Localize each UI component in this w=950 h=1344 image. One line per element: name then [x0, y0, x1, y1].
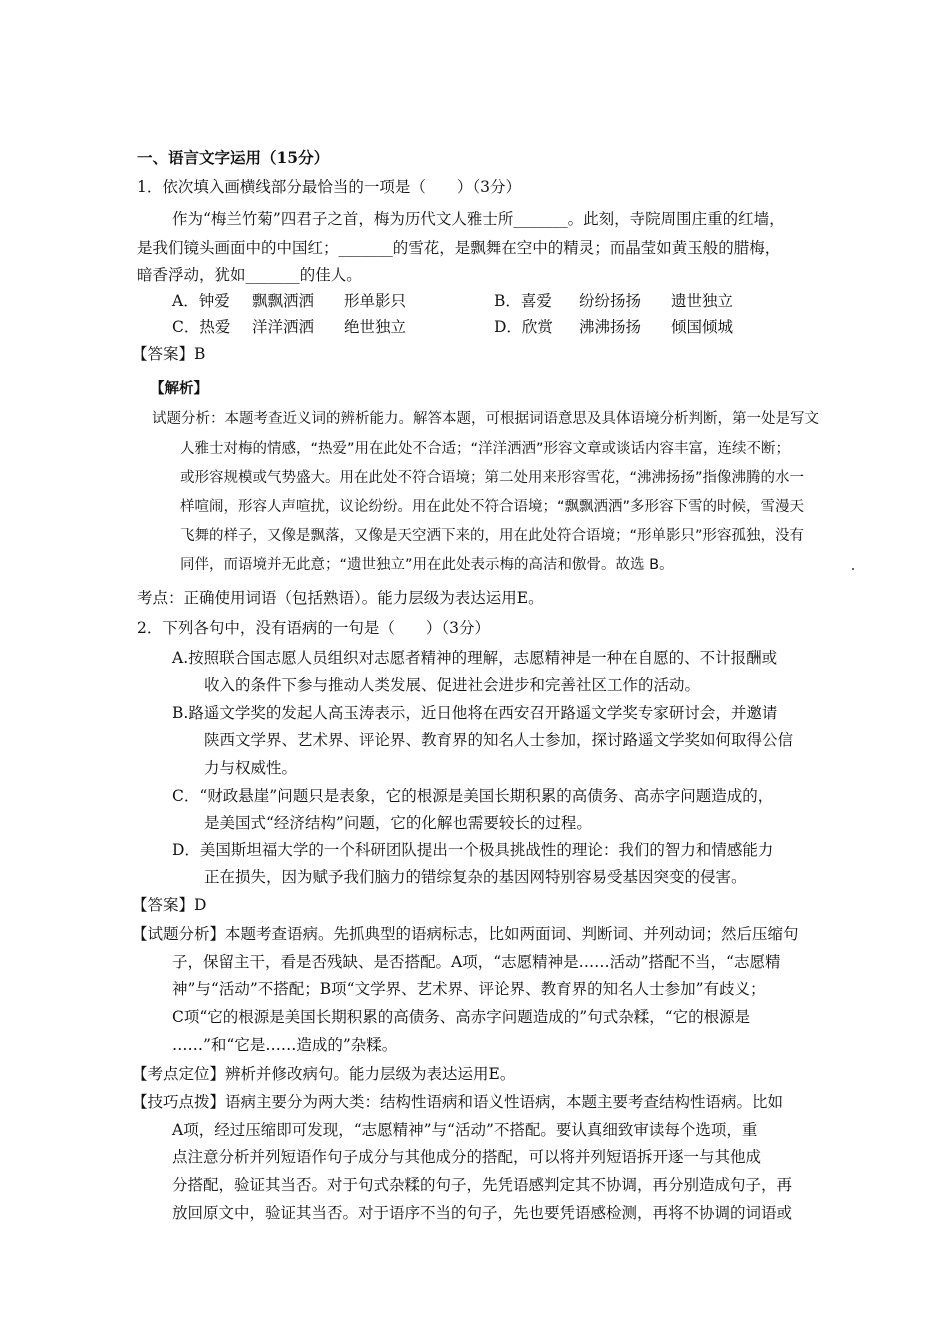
q2-stem: 2．下列各句中，没有语病的一句是（ ）（3分） — [137, 619, 490, 637]
q2-option-a-cont: 收入的条件下参与推动人类发展、促进社会进步和完善社区工作的活动。 — [204, 676, 701, 694]
q2-option-d-cont: 正在损失，因为赋予我们脑力的错综复杂的基因网特别容易受基因突变的侵害。 — [204, 868, 747, 886]
q1-option-c: C．热爱 洋洋洒洒 绝世独立 — [172, 318, 407, 336]
q2-option-b-cont: 力与权威性。 — [204, 759, 298, 777]
q2-option-b: B.路遥文学奖的发起人高玉涛表示，近日他将在西安召开路遥文学奖专家研讨会，并邀请 — [172, 704, 778, 722]
q1-passage-line: 作为“梅兰竹菊”四君子之首，梅为历代文人雅士所_______。此刻，寺院周围庄重的红墙， — [172, 210, 785, 228]
q2-analysis-line: 【试题分析】本题考查语病。先抓典型的语病标志，比如两面词、判断词、并列动词；然后压缩句 — [132, 925, 799, 943]
q1-passage-line: 是我们镜头画面中的中国红；_______的雪花，是飘舞在空中的精灵；而晶莹如黄玉般的腊梅， — [137, 239, 781, 257]
q1-answer: 【答案】B — [132, 345, 206, 363]
q1-analysis-line: 或形容规模或气势盛大。用在此处不符合语境；第二处用来形容雪花，“沸沸扬扬”指像沸腾的水一 — [180, 470, 805, 486]
q1-analysis-line: 人雅士对梅的情感，“热爱”用在此处不合适；“洋洋洒洒”形容文章或谈话内容丰富，连续不断； — [180, 441, 791, 457]
q2-kaodian: 【考点定位】辨析并修改病句。能力层级为表达运用E。 — [132, 1065, 516, 1083]
q2-analysis-line: C项“它的根源是美国长期积累的高债务、高赤字问题造成的”句式杂糅，“它的根源是 — [172, 1008, 751, 1026]
q2-tips-line: 点注意分析并列短语作句子成分与其他成分的搭配，可以将并列短语拆开逐一与其他成 — [172, 1148, 762, 1166]
q2-option-c-cont: 是美国式“经济结构”问题，它的化解也需要较长的过程。 — [204, 814, 592, 832]
q1-analysis-line: 样喧闹，形容人声喧扰，议论纷纷。用在此处不符合语境；“飘飘洒洒”多形容下雪的时候，雪漫天 — [180, 499, 805, 515]
q1-option-d: D．欣赏 沸沸扬扬 倾国倾城 — [494, 318, 734, 336]
section-title: 一、语言文字运用（15分） — [137, 148, 330, 167]
q2-option-d: D．美国斯坦福大学的一个科研团队提出一个极具挑战性的理论：我们的智力和情感能力 — [172, 841, 774, 859]
q1-analysis-line: 飞舞的样子，又像是飘落，又像是天空洒下来的，用在此处符合语境；“形单影只”形容孤独，没有 — [180, 528, 805, 544]
q1-option-a: A．钟爱 飘飘洒洒 形单影只 — [172, 292, 407, 310]
stray-dot — [852, 568, 854, 570]
q1-passage-line: 暗香浮动，犹如_______的佳人。 — [137, 266, 362, 284]
q2-option-c: C．“财政悬崖”问题只是表象，它的根源是美国长期积累的高债务、高赤字问题造成的， — [172, 787, 774, 805]
q1-option-b: B．喜爱 纷纷扬扬 遗世独立 — [494, 292, 734, 310]
q2-answer: 【答案】D — [132, 896, 207, 914]
q2-option-a: A.按照联合国志愿人员组织对志愿者精神的理解，志愿精神是一种在自愿的、不计报酬或 — [172, 649, 778, 667]
q2-tips-line: A项，经过压缩即可发现，“志愿精神”与“活动”不搭配。要认真细致审读每个选项，重 — [172, 1121, 758, 1139]
q1-analysis-heading: 【解析】 — [150, 381, 208, 397]
q2-analysis-line: 神”与“活动”不搭配；B项“文学界、艺术界、评论界、教育界的知名人士参加”有歧义； — [172, 980, 766, 998]
q2-analysis-line: 子，保留主干，看是否残缺、是否搭配。A项，“志愿精神是……活动”搭配不当，“志愿精 — [172, 953, 781, 971]
q1-analysis-line: 同伴，而语境并无此意；“遗世独立”用在此处表示梅的高洁和傲骨。故选 B。 — [180, 557, 674, 573]
q1-stem: 1．依次填入画横线部分最恰当的一项是（ ）（3分） — [137, 178, 521, 196]
q2-analysis-line: ……”和“它是……造成的”杂糅。 — [172, 1036, 398, 1054]
q2-tips-line: 放回原文中，验证其当否。对于语序不当的句子，先也要凭语感检测，再将不协调的词语或 — [172, 1204, 793, 1222]
q2-tips-line: 分搭配，验证其当否。对于句式杂糅的句子，先凭语感判定其不协调，再分别造成句子，再 — [172, 1176, 793, 1194]
q1-analysis-line: 试题分析：本题考查近义词的辨析能力。解答本题，可根据词语意思及具体语境分析判断，第一处是写文 — [152, 411, 819, 427]
q2-tips-line: 【技巧点拨】语病主要分为两大类：结构性语病和语义性语病，本题主要考查结构性语病。比如 — [132, 1093, 784, 1111]
q2-option-b-cont: 陕西文学界、艺术界、评论界、教育界的知名人士参加，探讨路遥文学奖如何取得公信 — [204, 731, 794, 749]
q1-kaodian: 考点：正确使用词语（包括熟语）。能力层级为表达运用E。 — [137, 589, 544, 607]
